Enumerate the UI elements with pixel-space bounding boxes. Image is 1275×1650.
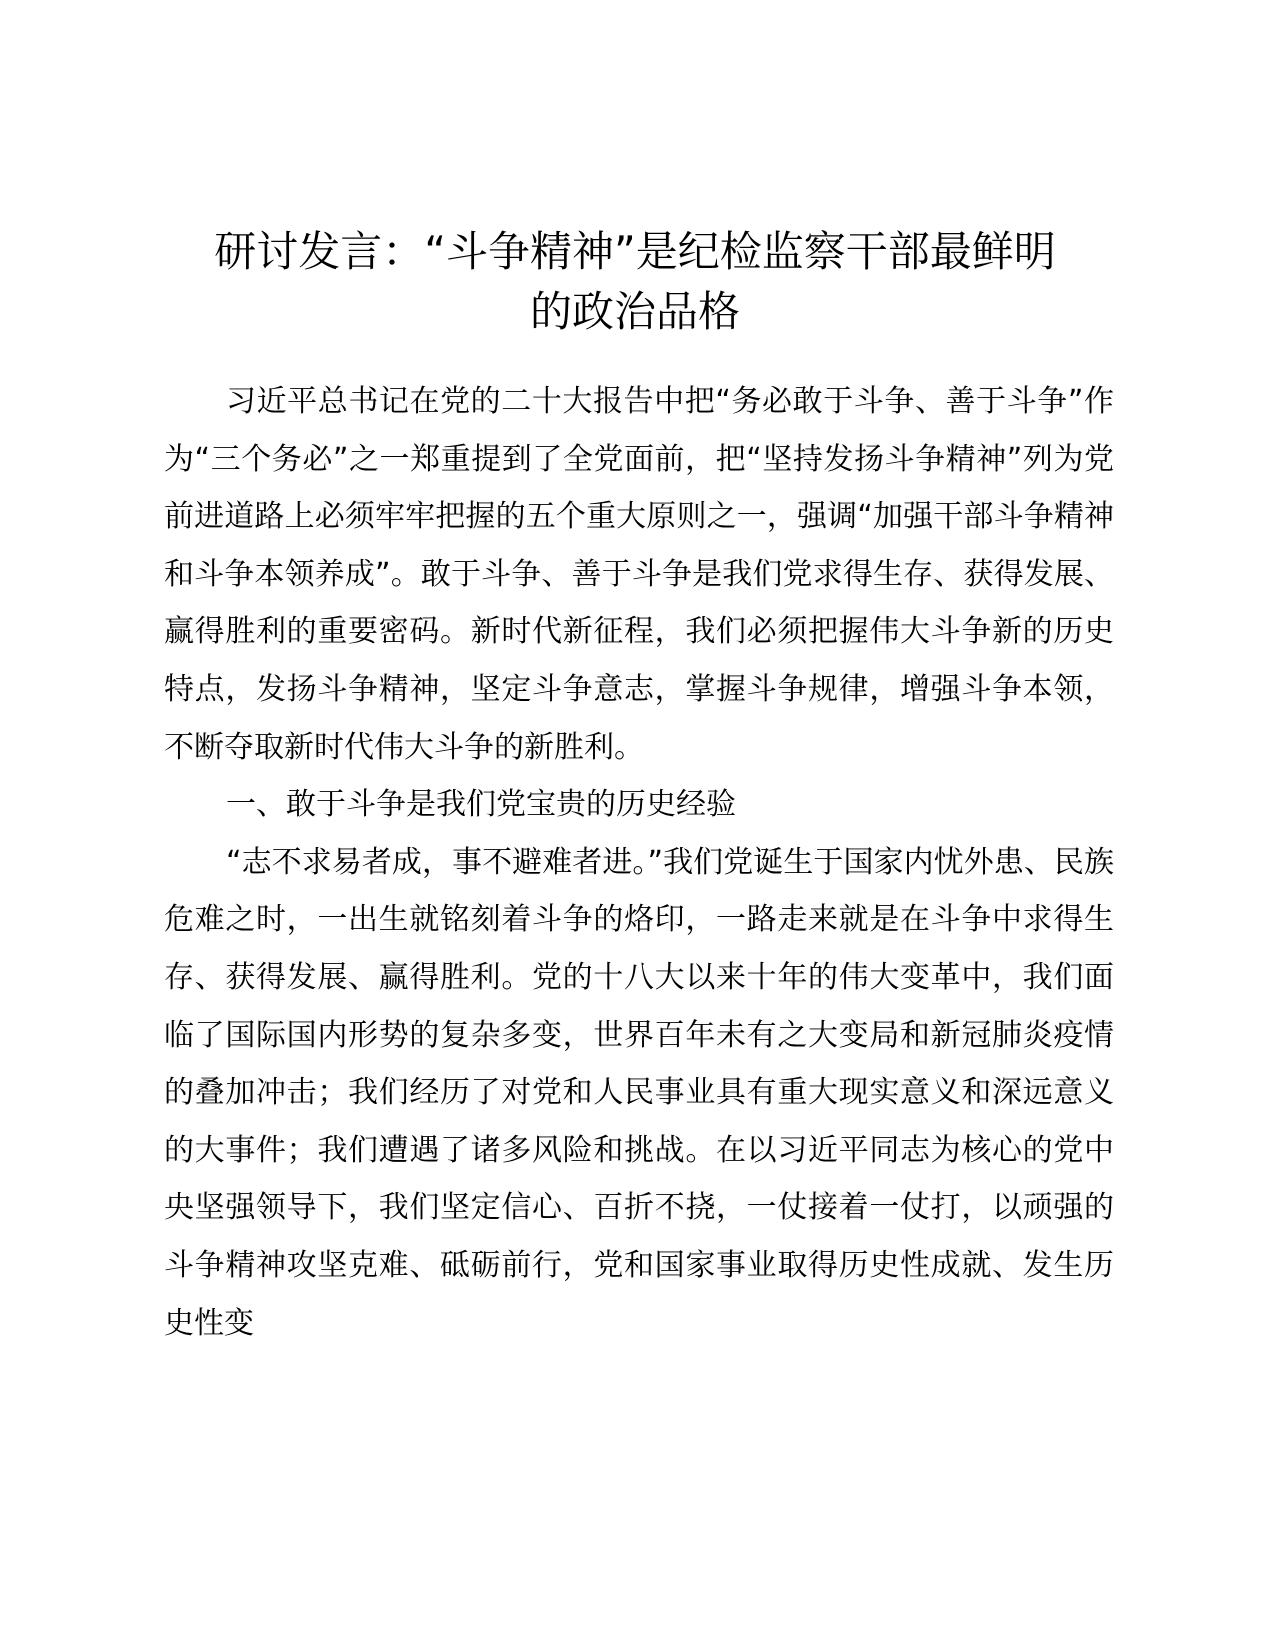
document-body (164, 373, 1114, 1352)
section-heading-1: 一、敢于斗争是我们党宝贵的历史经验 (226, 787, 736, 823)
document-title (160, 222, 1110, 342)
paragraph-section-1: “志不求易者成，事不避难者进。”我们党诞生于国家内忧外患、民族危难之时，一出生就铭刻着斗争的烙印，一路走来就是在斗争中求得生存、获得发展、赢得胜利。党的十八大以来十年的伟大变革中，我们面临了国际国内形势的复杂多变，世界百年未有之大变局和新冠肺炎疫情的叠加冲击；我们经历了对党和人民事业具有重大现实意义和深远意义的大事件；我们遭遇了诸多风险和挑战。在以习近平同志为核心的党中央坚强领导下，我们坚定信心、百折不挠，一仗接着一仗打，以顽强的斗争精神攻坚克难、砥砺前行，党和国家事业取得历史性成就、发生历史性变 (164, 844, 1114, 1341)
title-line-2: 的政治品格 (529, 287, 740, 336)
paragraph-intro: 习近平总书记在党的二十大报告中把“务必敢于斗争、善于斗争”作为“三个务必”之一郑重提到了全党面前，把“坚持发扬斗争精神”列为党前进道路上必须牢牢把握的五个重大原则之一，强调“加强干部斗争精神和斗争本领养成”。敢于斗争、善于斗争是我们党求得生存、获得发展、赢得胜利的重要密码。新时代新征程，我们必须把握伟大斗争新的历史特点，发扬斗争精神，坚定斗争意志，掌握斗争规律，增强斗争本领，不断夺取新时代伟大斗争的新胜利。 (164, 384, 1114, 765)
title-line-1: 研讨发言：“斗争精神”是纪检监察干部最鲜明 (214, 227, 1056, 276)
